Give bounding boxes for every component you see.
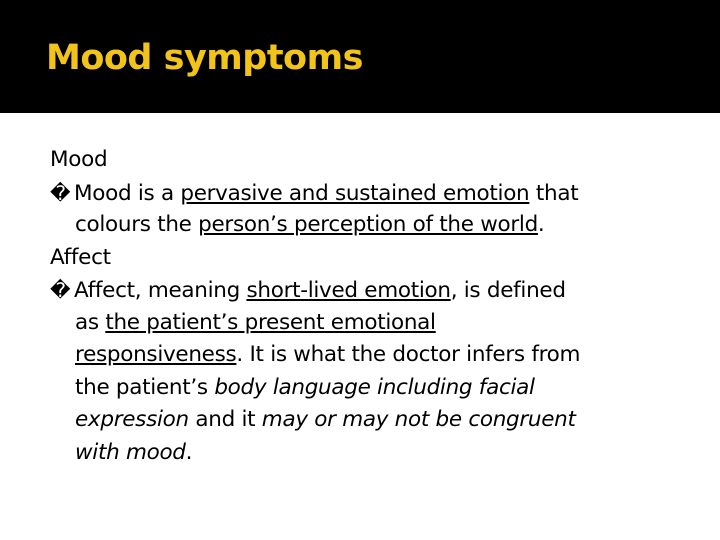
title-bar xyxy=(0,0,720,113)
affect-bullet-line-2: as the patient’s present emotional xyxy=(75,309,436,335)
affect-bullet-line-6: with mood. xyxy=(75,439,193,465)
mood-bullet-line-1: � Mood is a pervasive and sustained emotion that xyxy=(50,177,690,210)
affect-bullet-line-5: expression and it may or may not be congruent xyxy=(75,407,576,432)
mood-heading: Mood xyxy=(50,147,108,172)
slide-title: Mood symptoms xyxy=(46,38,363,78)
affect-bullet-line-3: responsiveness. It is what the doctor infers from xyxy=(75,342,581,367)
affect-heading: Affect xyxy=(50,244,111,270)
mood-bullet-line-2: colours the person’s perception of the world. xyxy=(75,212,545,237)
slide-body xyxy=(50,144,690,469)
bullet-icon: � xyxy=(50,278,71,302)
bullet-icon: � xyxy=(50,180,71,205)
affect-bullet-line-4: the patient’s body language including facial xyxy=(75,374,535,400)
affect-bullet-line-1: � Affect, meaning short-lived emotion, is defined xyxy=(50,274,690,307)
